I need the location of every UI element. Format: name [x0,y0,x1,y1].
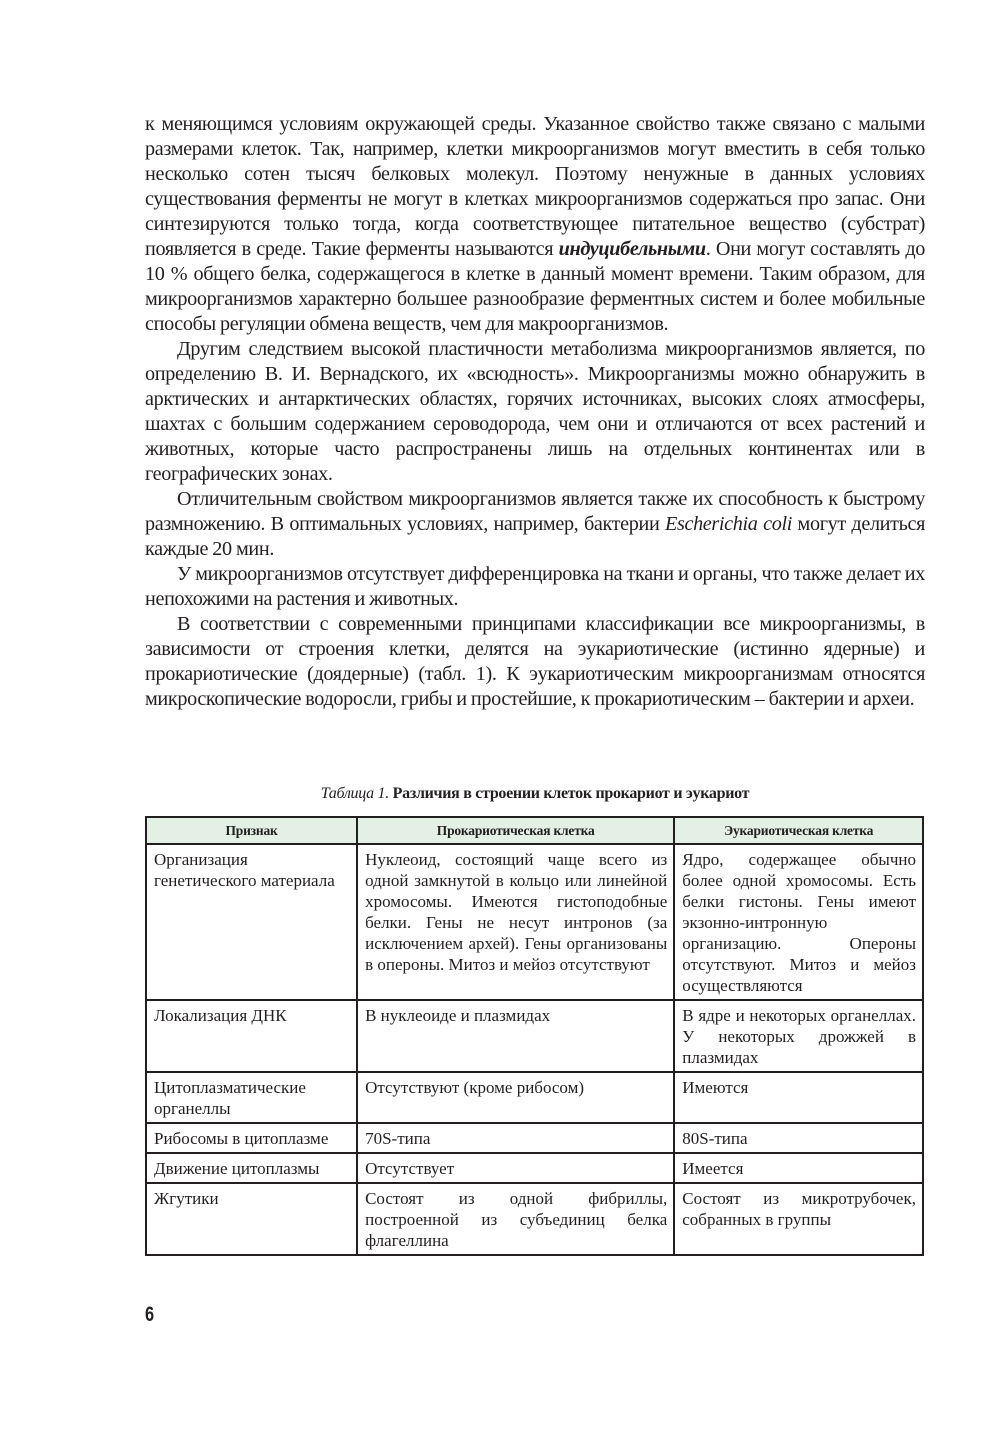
table-cell-eukaryotic: 80S-типа [674,1123,923,1153]
table-cell-eukaryotic: Ядро, содержащее обычно более одной хромосомы. Есть белки гистоны. Гены имеют экзонно-интронную организацию. Опероны отсутствуют. Митоз и мейоз осуществляются [674,844,923,1000]
table-cell-feature: Движение цитоплазмы [146,1153,357,1183]
table-row [146,1123,923,1153]
page-number: 6 [145,1303,155,1326]
paragraph-1-text-a: к меняющимся условиям окружающей среды. Указанное свойство также связано с малыми размерами клеток. Так, например, клетки микроорганизмов могут вместить в себя только несколько сотен тысяч белковых молекул. Поэтому ненужные в данных условиях существования ферменты не могут в клетках микроорганизмов содержаться про запас. Они синтезируются только тогда, когда соответствующее питательное вещество (субстрат) появляется в среде. Такие ферменты называются [145,113,925,260]
paragraph-1 [145,112,925,337]
table-caption-title: Различия в строении клеток прокариот и эукариот [392,785,750,802]
table-cell-feature: Жгутики [146,1183,357,1255]
table-caption-label: Таблица 1. [320,785,389,802]
paragraph-3-text-a: Отличительным свойством микроорганизмов является также их способность к быстрому размножению. В оптимальных условиях, например, бактерии [145,488,925,535]
paragraph-4: У микроорганизмов отсутствует дифференцировка на ткани и органы, что также делает их непохожими на растения и животных. [145,563,925,610]
paragraph-2: Другим следствием высокой пластичности метаболизма микроорганизмов является, по определению В. И. Вернадского, их «всюдность». Микроорганизмы можно обнаружить в арктических и антарктических областях, горячих источниках, высоких слоях атмосферы, шахтах с большим содержанием сероводорода, чем они и отличаются от всех растений и животных, которые часто распространены лишь на отдельных континентах или в географических зонах. [145,338,925,485]
table-cell-prokaryotic: В нуклеоиде и плазмидах [357,1000,674,1072]
table-cell-prokaryotic: Состоят из одной фибриллы, построенной из субъединиц белка флагеллина [357,1183,674,1255]
table-cell-eukaryotic: В ядре и некоторых органеллах. У некоторых дрожжей в плазмидах [674,1000,923,1072]
table-cell-prokaryotic: Отсутствуют (кроме рибосом) [357,1072,674,1123]
table-row [146,1153,923,1183]
species-name: Escherichia coli [664,513,792,535]
table-cell-feature: Цитоплазматические органеллы [146,1072,357,1123]
table-header-row [146,817,923,844]
table-cell-eukaryotic: Состоят из микротрубочек, собранных в группы [674,1183,923,1255]
table-cell-feature: Рибосомы в цитоплазме [146,1123,357,1153]
table-cell-eukaryotic: Имеется [674,1153,923,1183]
paragraph-3-text-b: могут делиться каждые 20 мин. [145,513,925,560]
table-row [146,1000,923,1072]
page-body [145,112,925,712]
table-caption [145,784,925,804]
column-header-prokaryotic: Прокариотическая клетка [357,817,674,844]
column-header-feature: Признак [146,817,357,844]
table-cell-prokaryotic: Нуклеоид, состоящий чаще всего из одной замкнутой в кольцо или линейной хромосомы. Имеются гистоподобные белки. Гены не несут интронов (за исключением архей). Гены организованы в опероны. Митоз и мейоз отсутствуют [357,844,674,1000]
table-row [146,1183,923,1255]
table-cell-feature: Организация генетического материала [146,844,357,1000]
table-cell-prokaryotic: Отсутствует [357,1153,674,1183]
term-inducible: индуцибельными [558,238,706,260]
paragraph-5: В соответствии с современными принципами классификации все микроорганизмы, в зависимости от строения клетки, делятся на эукариотические (истинно ядерные) и прокариотические (доядерные) (табл. 1). К эукариотическим микроорганизмам относятся микроскопические водоросли, грибы и простейшие, к прокариотическим – бактерии и археи. [145,613,925,710]
table-cell-eukaryotic: Имеются [674,1072,923,1123]
comparison-table [145,816,924,1256]
table-cell-feature: Локализация ДНК [146,1000,357,1072]
paragraph-1-text-b: . Они могут составлять до 10 % общего белка, содержащегося в клетке в данный момент времени. Таким образом, для микроорганизмов характерно большее разнообразие ферментных систем и более мобильные способы регуляции обмена веществ, чем для макроорганизмов. [145,238,925,335]
table-row [146,1072,923,1123]
table-row [146,844,923,1000]
table-cell-prokaryotic: 70S-типа [357,1123,674,1153]
column-header-eukaryotic: Эукариотическая клетка [674,817,923,844]
paragraph-3 [145,487,925,562]
